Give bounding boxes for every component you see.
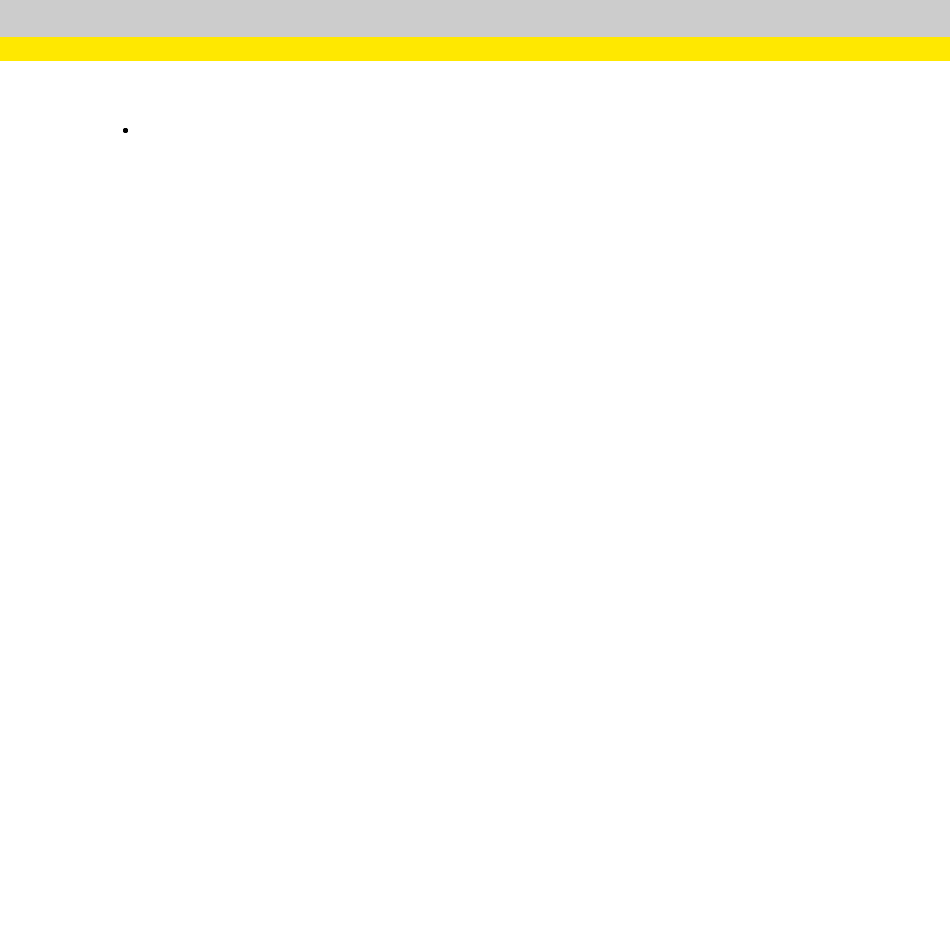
header-yellow-band [0,37,950,61]
bullet-icon [123,128,128,133]
header-gray-band [0,0,950,37]
page-content [67,102,887,118]
